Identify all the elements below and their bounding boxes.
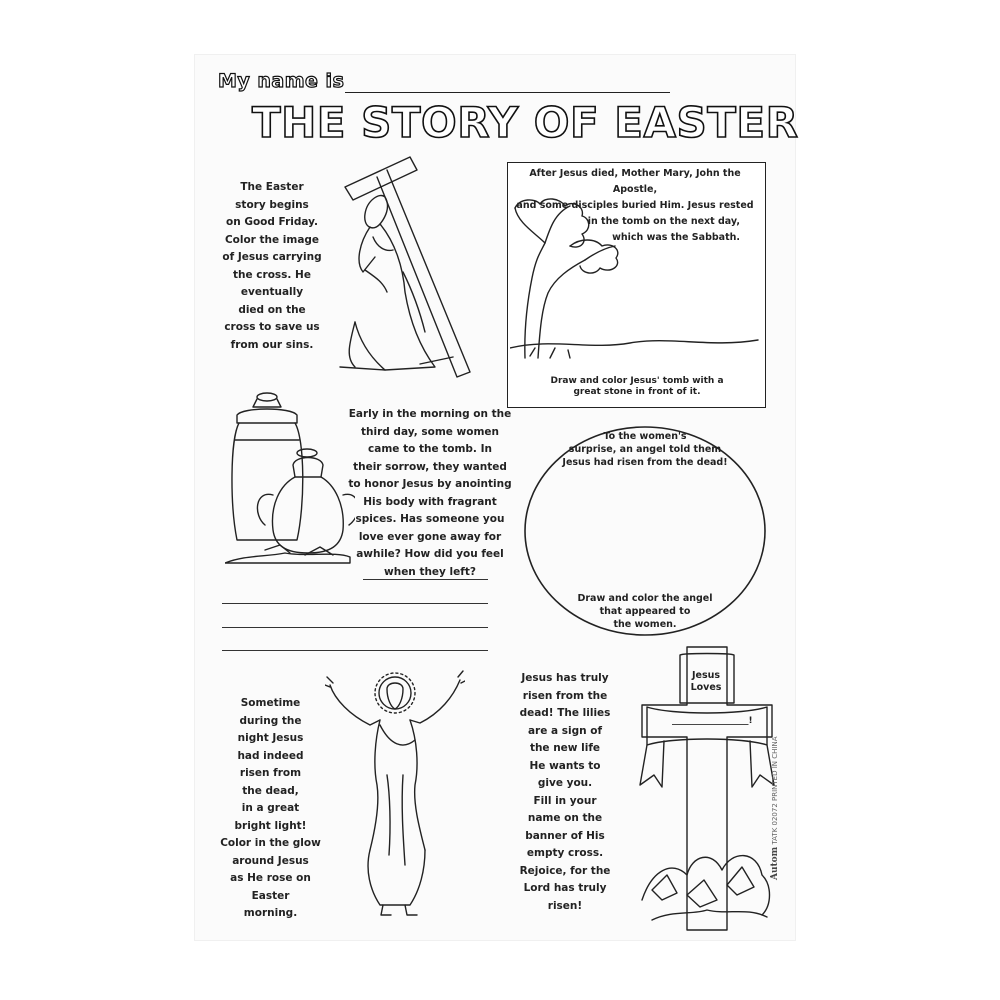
cross-banner-name-blank[interactable]: _________________!	[672, 716, 753, 726]
text-line: around Jesus	[232, 854, 309, 867]
caption-line: the women.	[613, 619, 677, 630]
answer-line[interactable]	[363, 579, 488, 580]
text-line: of Jesus carrying	[222, 251, 322, 263]
text-line: night Jesus	[237, 732, 304, 744]
third-day-text	[345, 406, 515, 581]
text-line: when they left?	[384, 565, 476, 578]
text-line: in the tomb on the next day,	[587, 216, 740, 227]
text-line: risen from	[239, 767, 302, 779]
angel-circle-text	[540, 430, 750, 469]
resurrection-text	[218, 695, 323, 923]
text-line: spices. Has someone you	[355, 513, 505, 525]
text-line: love ever gone away for	[358, 530, 502, 543]
text-line: Jesus had risen from the dead!	[562, 457, 728, 468]
text-line: on Good Friday.	[226, 216, 318, 228]
text-line: morning.	[243, 907, 298, 919]
banner-line: Loves	[690, 682, 722, 693]
text-line: the new life	[529, 742, 601, 754]
good-friday-text	[222, 179, 322, 354]
text-line: Fill in your	[533, 794, 597, 807]
text-line: are a sign of	[527, 724, 603, 737]
lilies-text	[505, 670, 625, 915]
caption-line: that appeared to	[599, 606, 691, 617]
text-line: third day, some women	[360, 425, 500, 438]
text-line: to honor Jesus by anointing	[348, 478, 512, 490]
tree-landscape-illustration	[510, 198, 760, 363]
text-line: bright light!	[234, 819, 307, 832]
tomb-box-caption	[510, 376, 764, 398]
text-line: Jesus has truly	[521, 672, 609, 684]
text-line: Sometime	[240, 697, 301, 709]
banner-line: Jesus	[691, 670, 721, 681]
text-line: The Easter	[240, 181, 304, 193]
caption-line: great stone in front of it.	[573, 387, 701, 397]
caption-line: Draw and color Jesus' tomb with a	[550, 376, 724, 386]
text-line: Early in the morning on the	[348, 408, 512, 420]
brand-logo: Autom	[770, 846, 780, 880]
text-line: Color the image	[224, 233, 320, 246]
text-line: His body with fragrant	[363, 495, 497, 508]
text-line: cross to save us	[224, 321, 320, 333]
jesus-carrying-cross-illustration[interactable]	[325, 152, 485, 382]
risen-jesus-illustration[interactable]	[325, 665, 465, 920]
answer-line[interactable]	[222, 627, 488, 628]
caption-line: Draw and color the angel	[577, 593, 713, 604]
text-line: Lord has truly	[523, 882, 607, 894]
text-line: risen!	[547, 899, 583, 912]
text-line: and some disciples buried Him. Jesus rested	[516, 200, 754, 211]
text-line: surprise, an angel told them	[568, 444, 722, 455]
text-line: the cross. He	[233, 268, 311, 281]
answer-line[interactable]	[222, 650, 488, 651]
text-line: He wants to	[529, 759, 601, 772]
text-line: To the women's	[603, 431, 687, 442]
text-line: eventually	[240, 286, 304, 298]
text-line: the dead,	[242, 784, 299, 797]
page-title: THE STORY OF EASTER	[252, 98, 799, 147]
text-line: died on the	[238, 303, 306, 316]
name-write-line[interactable]	[345, 92, 670, 93]
text-line: give you.	[537, 777, 593, 789]
angel-circle-caption	[560, 592, 730, 631]
text-line: Color in the glow	[220, 837, 321, 849]
text-line: awhile? How did you feel	[356, 548, 504, 560]
text-line: Easter	[251, 889, 290, 902]
text-line: from our sins.	[230, 338, 314, 351]
text-line: dead! The lilies	[519, 707, 611, 719]
text-line: during the	[239, 714, 302, 727]
text-line: name on the	[527, 812, 603, 824]
name-label: My name is	[218, 70, 345, 92]
text-line: story begins	[235, 198, 309, 211]
text-line: Rejoice, for the	[519, 864, 611, 877]
answer-line[interactable]	[222, 603, 488, 604]
text-line: risen from the	[522, 689, 608, 702]
text-line: empty cross.	[526, 847, 604, 859]
text-line: had indeed	[237, 749, 304, 762]
product-code: TATK 02072 PRINTED IN CHINA	[771, 736, 779, 845]
cross-banner-label	[682, 670, 730, 694]
text-line: After Jesus died, Mother Mary, John the Apostle,	[529, 168, 741, 195]
footer-product-code	[770, 737, 780, 880]
text-line: as He rose on	[230, 872, 311, 884]
spice-jars-illustration	[225, 385, 355, 575]
text-line: in a great	[241, 802, 300, 814]
text-line: which was the Sabbath.	[612, 232, 740, 243]
text-line: banner of His	[525, 829, 605, 842]
text-line: their sorrow, they wanted	[353, 460, 507, 473]
text-line: came to the tomb. In	[368, 443, 492, 455]
